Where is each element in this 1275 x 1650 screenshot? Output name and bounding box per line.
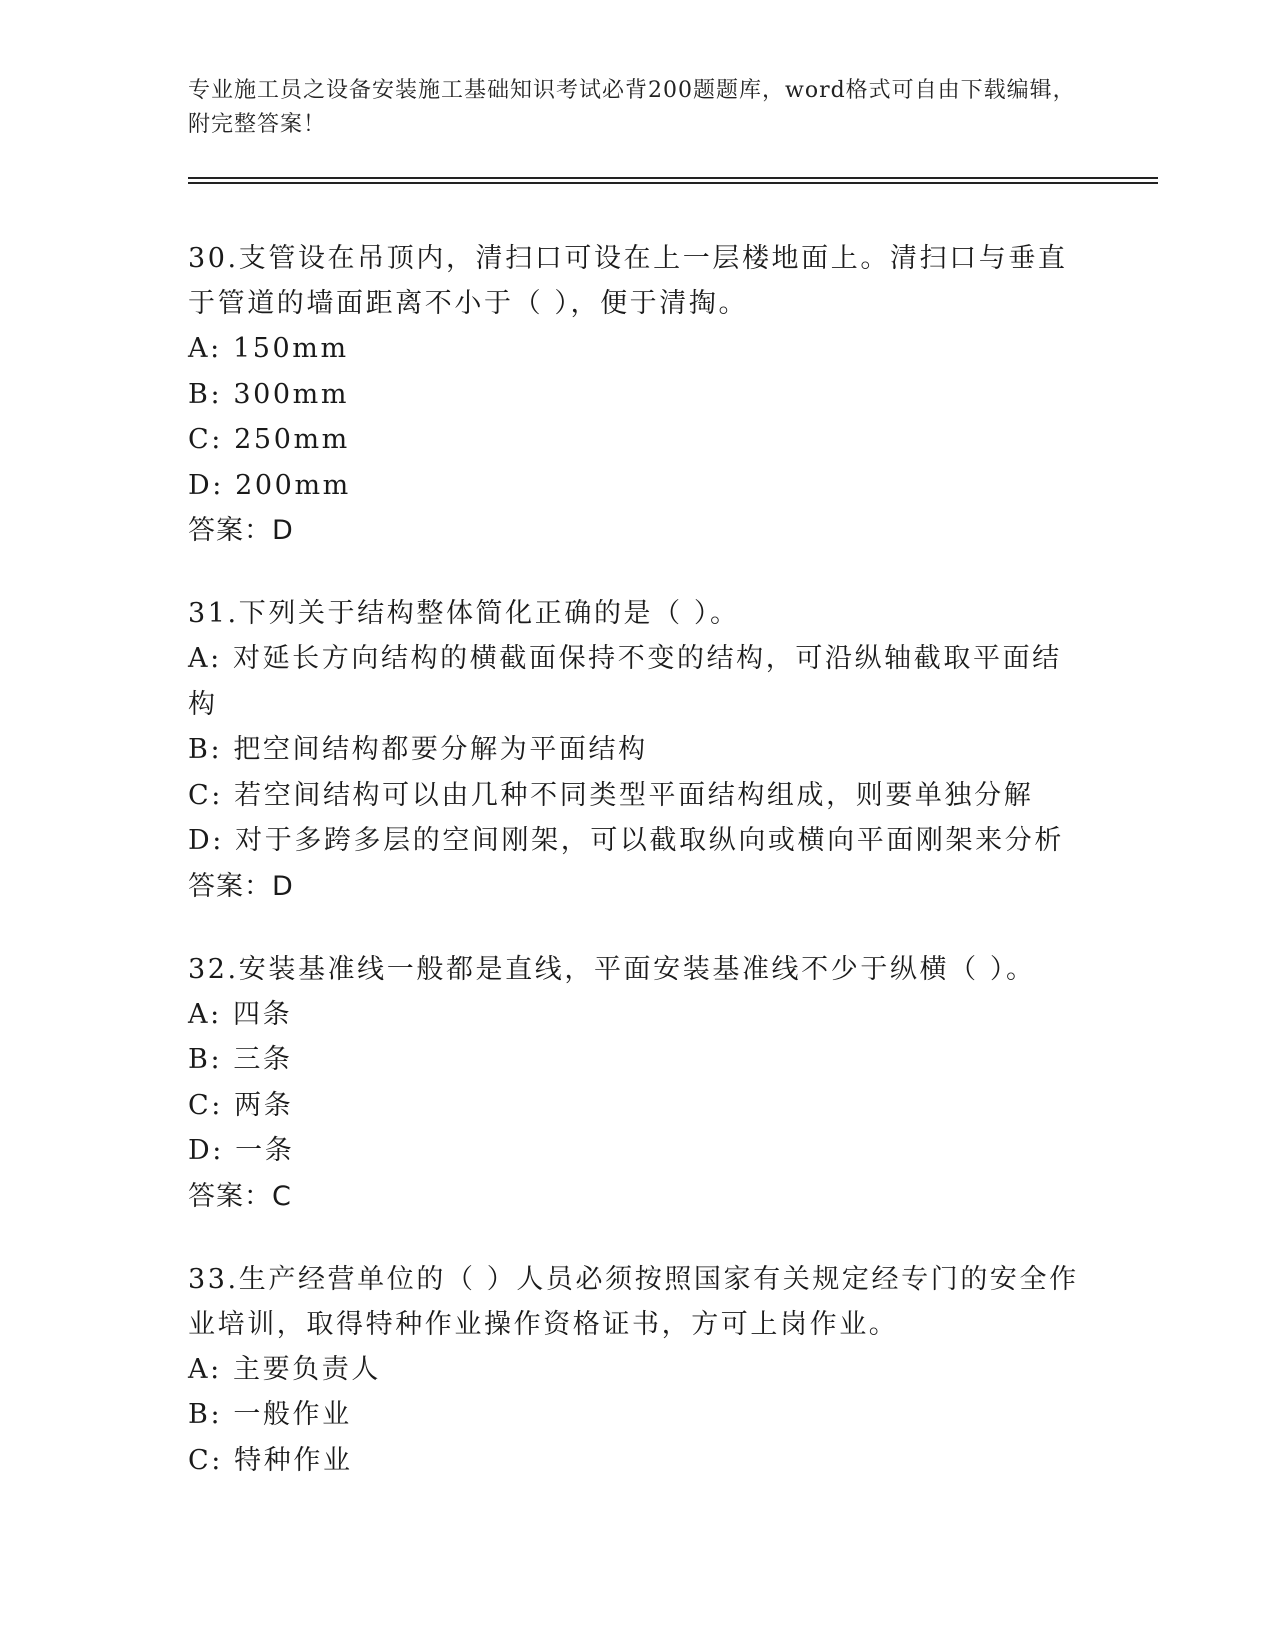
option-d: D: 一条 xyxy=(188,1135,295,1166)
option-a: A: 主要负责人 xyxy=(188,1353,381,1385)
option-c: C: 若空间结构可以由几种不同类型平面结构组成，则要单独分解 xyxy=(188,779,1034,811)
question-30 xyxy=(188,236,1088,553)
option-a: A: 对延长方向结构的横截面保持不变的结构，可沿纵轴截取平面结构 xyxy=(188,643,1062,720)
question-stem: 32.安装基准线一般都是直线，平面安装基准线不少于纵横（ ）。 xyxy=(188,953,1036,985)
option-b: B: 把空间结构都要分解为平面结构 xyxy=(188,734,648,765)
header-divider-double xyxy=(188,182,1158,184)
header-divider xyxy=(188,177,1158,179)
question-stem: 33.生产经营单位的（ ）人员必须按照国家有关规定经专门的安全作业培训，取得特种作业操作资格证书，方可上岗作业。 xyxy=(188,1263,1079,1340)
question-33 xyxy=(188,1257,1088,1484)
option-c: C: 250mm xyxy=(188,424,350,455)
option-a: A: 四条 xyxy=(188,998,293,1030)
answer: 答案：D xyxy=(188,870,294,902)
option-b: B: 300mm xyxy=(188,378,350,410)
question-list xyxy=(188,236,1088,1521)
option-d: D: 200mm xyxy=(188,469,351,501)
question-stem: 30.支管设在吊顶内，清扫口可设在上一层楼地面上。清扫口与垂直于管道的墙面距离不小于（ ），便于清掏。 xyxy=(188,243,1068,319)
answer: 答案：D xyxy=(188,515,294,546)
option-d: D: 对于多跨多层的空间刚架，可以截取纵向或横向平面刚架来分析 xyxy=(188,825,1064,856)
question-stem: 31.下列关于结构整体简化正确的是（ ）。 xyxy=(188,598,740,629)
question-32 xyxy=(188,947,1088,1219)
answer: 答案：C xyxy=(188,1180,292,1212)
document-header: 专业施工员之设备安装施工基础知识考试必背200题题库，word格式可自由下载编辑，附完整答案！ xyxy=(188,78,1076,137)
option-a: A: 150mm xyxy=(188,333,349,364)
question-31 xyxy=(188,591,1088,909)
option-c: C: 两条 xyxy=(188,1089,294,1121)
option-c: C: 特种作业 xyxy=(188,1444,353,1476)
option-b: B: 一般作业 xyxy=(188,1399,352,1430)
option-b: B: 三条 xyxy=(188,1044,293,1075)
